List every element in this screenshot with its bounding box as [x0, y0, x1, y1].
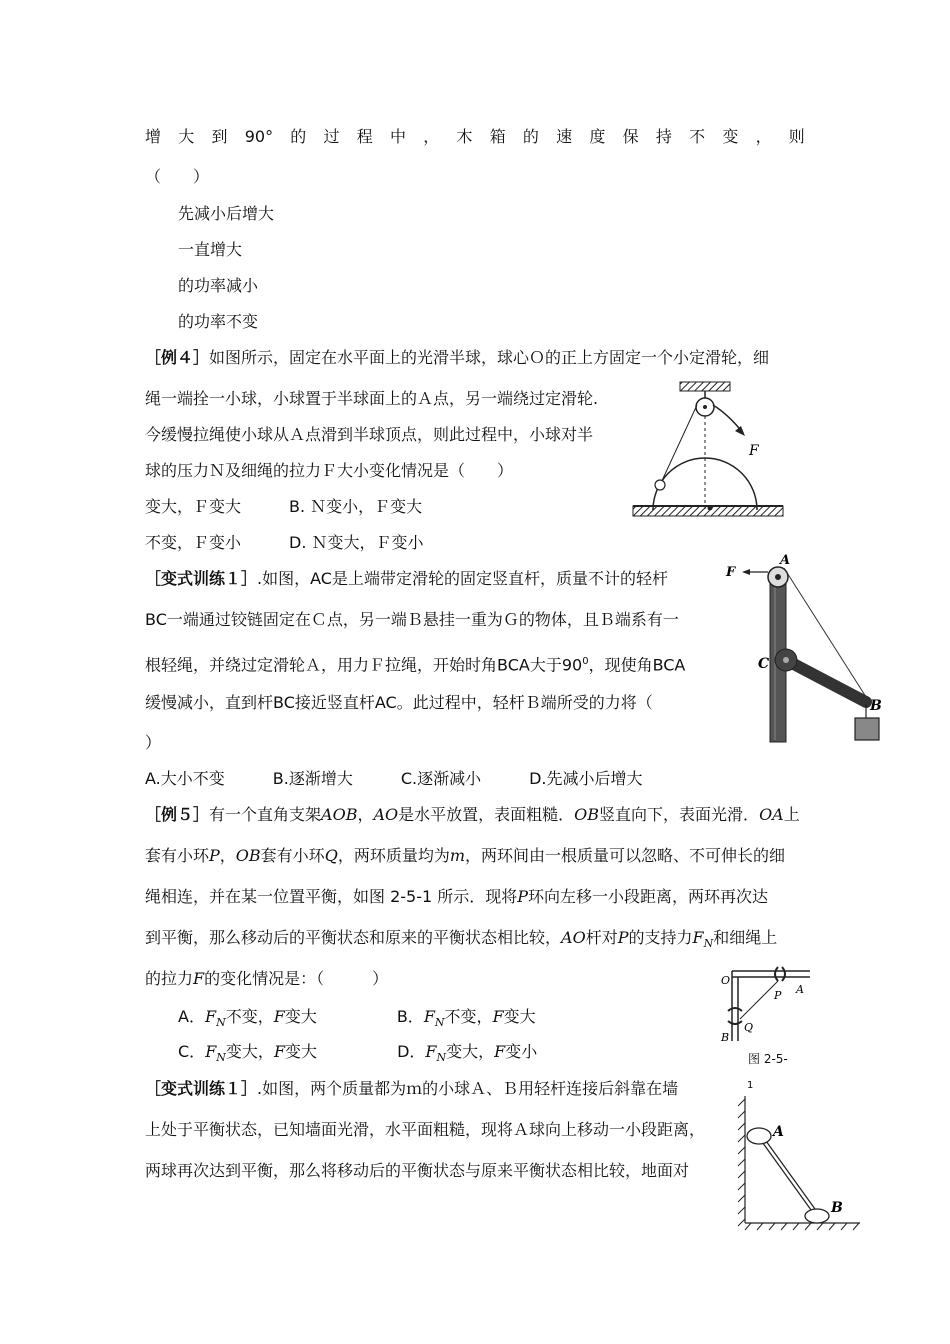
var1-degree: 0 [582, 656, 589, 667]
ex5-line1: ［例５］有一个直角支架AOB，AO是水平放置，表面粗糙．OB竖直向下，表面光滑．OA上 [145, 805, 800, 824]
ex4-hemisphere-figure [625, 375, 790, 525]
prev-line1-char: 的 [290, 127, 307, 146]
prev-line1-char: 则 [788, 127, 805, 146]
prev-line1-char: 到 [211, 127, 228, 146]
prev-line1-char: 大 [178, 127, 195, 146]
prev-line1-char: 程 [356, 127, 373, 146]
prev-line1-char: 变 [722, 127, 739, 146]
ex4-options-1: 变大，Ｆ变大 B. Ｎ变小，Ｆ变大 [145, 497, 423, 516]
var1-label-f: F [726, 565, 736, 580]
var1-label-b: B [870, 698, 882, 714]
var2-line3: 两球再次达到平衡，那么将移动后的平衡状态与原来平衡状态相比较，地面对 [145, 1161, 690, 1180]
prev-line1-char: 度 [589, 127, 606, 146]
var2-tag: ［变式训练１］ [145, 1079, 258, 1098]
prev-line1-char: 保 [622, 127, 639, 146]
var1-text3: 根轻绳，并绕过定滑轮Ａ，用力Ｆ拉绳，开始时角BCA大于90 [145, 655, 583, 675]
prev-option-4: 的功率不变 [178, 312, 259, 331]
prev-line1-char: 过 [323, 127, 340, 146]
prev-line1-char: ， [755, 127, 772, 146]
prev-option-2: 一直增大 [178, 240, 243, 259]
var1-pole-figure [720, 552, 890, 747]
prev-line1-char: 不 [689, 127, 706, 146]
prev-line1-char: 90° [244, 127, 274, 146]
var1-text3-tail: ，现使角BCA [588, 655, 686, 675]
ex5-bracket-figure [720, 965, 820, 1045]
var2-line2: 上处于平衡状态，已知墙面光滑，水平面粗糙，现将Ａ球向上移动一小段距离， [145, 1120, 706, 1139]
var2-label-a: A [773, 1124, 784, 1140]
ex5-line2: 套有小环P，OB套有小环Q，两环质量均为m，两环间由一根质量可以忽略、不可伸长的细 [145, 846, 786, 865]
var2-mark: 1 [747, 1080, 754, 1091]
var1-line5: ） [145, 733, 162, 752]
ex5-tag: ［例５］ [145, 805, 210, 824]
ex4-tag: ［例４］ [145, 348, 210, 367]
prev-line1-char: 持 [655, 127, 672, 146]
var1-label-a: A [780, 553, 791, 568]
ex5-label-p: P [774, 989, 782, 1002]
ex4-line3: 今缓慢拉绳使小球从Ａ点滑到半球顶点，则此过程中，小球对半 [145, 425, 594, 444]
prev-line1-char: 中 [389, 127, 406, 146]
ex4-line1 [145, 347, 769, 369]
var1-line2: BC一端通过铰链固定在Ｃ点，另一端Ｂ悬挂一重为Ｇ的物体，且Ｂ端系有一 [145, 610, 679, 629]
ex5-figure-caption: 图 2-5- [748, 1052, 788, 1066]
prev-option-1: 先减小后增大 [178, 204, 275, 223]
var1-text1: .如图，AC是上端带定滑轮的固定竖直杆，质量不计的轻杆 [257, 569, 668, 588]
ex4-line2: 绳一端拴一小球，小球置于半球面上的Ａ点，另一端绕过定滑轮. [145, 389, 599, 408]
ex4-label-f: F [749, 443, 759, 459]
var1-options: A.大小不变 B.逐渐增大 C.逐渐减小 D.先减小后增大 [145, 769, 643, 788]
ex5-line3: 绳相连，并在某一位置平衡，如图 2-5-1 所示．现将P环向左移一小段距离，两环再次达 [145, 887, 769, 906]
ex5-label-b: B [721, 1031, 730, 1044]
ex4-options-2: 不变，Ｆ变小 D. Ｎ变大，Ｆ变小 [145, 533, 424, 552]
var2-wall-figure [735, 1078, 865, 1238]
prev-line1-char: ， [423, 127, 440, 146]
var2-line1 [145, 1078, 678, 1100]
var1-line1 [145, 568, 668, 590]
prev-line1-char: 木 [456, 127, 473, 146]
var1-label-c: C [758, 656, 770, 672]
ex5-line5: 的拉力F的变化情况是：（ ） [145, 969, 389, 988]
ex5-line4: 到平衡，那么移动后的平衡状态和原来的平衡状态相比较，AO杆对P的支持力$F_N$和细绳上 [145, 928, 778, 951]
ex5-options-1: A．$F_N$不变，F变大 B．$F_N$不变，F变大 [178, 1007, 536, 1030]
var1-tag: ［变式训练１］ [145, 569, 258, 588]
var1-line4: 缓慢减小，直到杆BC接近竖直杆AC。此过程中，轻杆Ｂ端所受的力将（ [145, 693, 653, 712]
var2-text1: .如图，两个质量都为ｍ的小球Ａ、Ｂ用轻杆连接后斜靠在墙 [257, 1079, 679, 1098]
ex5-label-q: Q [744, 1021, 754, 1034]
ex5-options-2: C．$F_N$变大，F变大 D．$F_N$变大，F变小 [178, 1042, 538, 1065]
prev-line1-char: 箱 [489, 127, 506, 146]
prev-question-line1 [145, 126, 805, 148]
var1-line3 [145, 651, 685, 676]
var2-label-b: B [831, 1200, 843, 1216]
ex4-text1: 如图所示，固定在水平面上的光滑半球，球心Ｏ的正上方固定一个小定滑轮，细 [209, 348, 770, 367]
ex5-label-o: O [721, 974, 731, 987]
prev-line1-char: 速 [556, 127, 573, 146]
ex5-label-a: A [796, 983, 804, 996]
prev-question-paren: （ ） [145, 167, 210, 186]
prev-line1-char: 的 [522, 127, 539, 146]
prev-option-3: 的功率减小 [178, 276, 259, 295]
prev-line1-char: 增 [145, 127, 162, 146]
ex4-line4: 球的压力Ｎ及细绳的拉力Ｆ大小变化情况是（ ） [145, 461, 514, 480]
